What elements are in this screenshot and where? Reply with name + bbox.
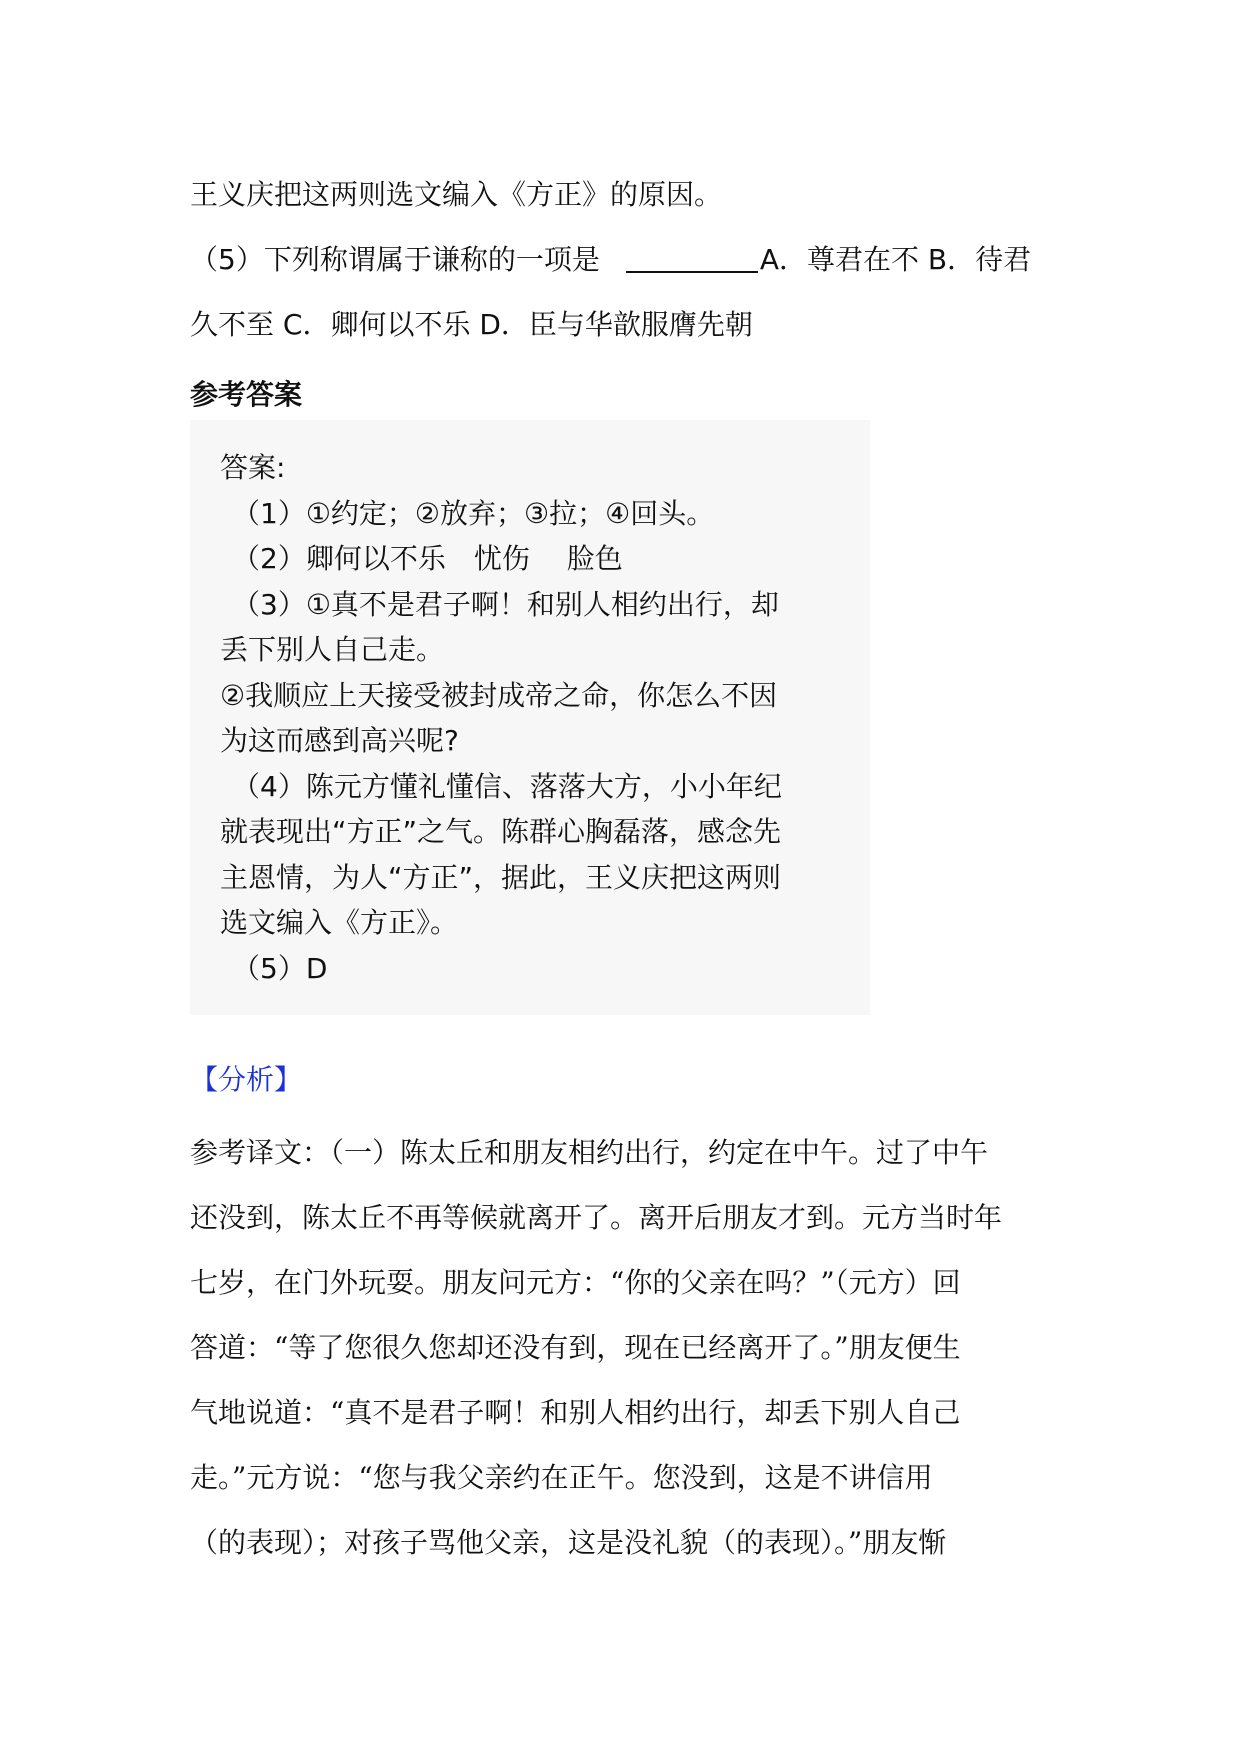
question-5-prefix: （5）下列称谓属于谦称的一项是 bbox=[190, 243, 600, 276]
translation-line: 走。”元方说：“您与我父亲约在正午。您没到，这是不讲信用 bbox=[190, 1461, 933, 1494]
answer-line: （1）①约定；②放弃；③拉；④回头。 bbox=[232, 496, 715, 530]
question-prev-line: 王义庆把这两则选文编入《方正》的原因。 bbox=[190, 178, 723, 211]
answer-line: 选文编入《方正》。 bbox=[220, 906, 459, 939]
answer-line: 丢下别人自己走。 bbox=[220, 633, 445, 666]
answer-line: （2）卿何以不乐 忧伤 脸色 bbox=[232, 542, 623, 575]
answer-box bbox=[190, 420, 870, 1015]
translation-line: 还没到，陈太丘不再等候就离开了。离开后朋友才到。元方当时年 bbox=[190, 1201, 1003, 1234]
reference-answer-title: 参考答案 bbox=[190, 378, 303, 411]
answer-line: 就表现出“方正”之气。陈群心胸磊落，感念先 bbox=[220, 815, 782, 848]
answer-line: （3）①真不是君子啊！和别人相约出行，却 bbox=[232, 587, 779, 621]
answer-label: 答案: bbox=[220, 451, 286, 484]
question-5 bbox=[190, 240, 1031, 280]
analysis-title: 【分析】 bbox=[190, 1063, 303, 1096]
answer-line: ②我顺应上天接受被封成帝之命，你怎么不因 bbox=[220, 678, 778, 712]
translation-text bbox=[190, 1120, 1070, 1575]
answer-blank bbox=[626, 241, 758, 273]
translation-line: （的表现）；对孩子骂他父亲，这是没礼貌（的表现）。”朋友惭 bbox=[190, 1526, 947, 1559]
answer-line: 主恩情，为人“方正”，据此，王义庆把这两则 bbox=[220, 860, 782, 894]
answer-line: （4）陈元方懂礼懂信、落落大方，小小年纪 bbox=[232, 769, 782, 803]
answer-line: （5）D bbox=[232, 951, 328, 985]
answer-line: 为这而感到高兴呢? bbox=[220, 724, 459, 757]
question-5-options-line1: A．尊君在不 B．待君 bbox=[759, 243, 1032, 276]
answer-content bbox=[220, 445, 820, 991]
translation-line: 气地说道：“真不是君子啊！和别人相约出行，却丢下别人自己 bbox=[190, 1396, 961, 1429]
translation-line: 七岁，在门外玩耍。朋友问元方：“你的父亲在吗？”（元方）回 bbox=[190, 1266, 961, 1299]
question-5-options-line2: 久不至 C．卿何以不乐 D．臣与华歆服膺先朝 bbox=[190, 308, 753, 341]
translation-line: 答道：“等了您很久您却还没有到，现在已经离开了。”朋友便生 bbox=[190, 1331, 961, 1364]
translation-line: 参考译文：（一）陈太丘和朋友相约出行，约定在中午。过了中午 bbox=[190, 1136, 989, 1169]
